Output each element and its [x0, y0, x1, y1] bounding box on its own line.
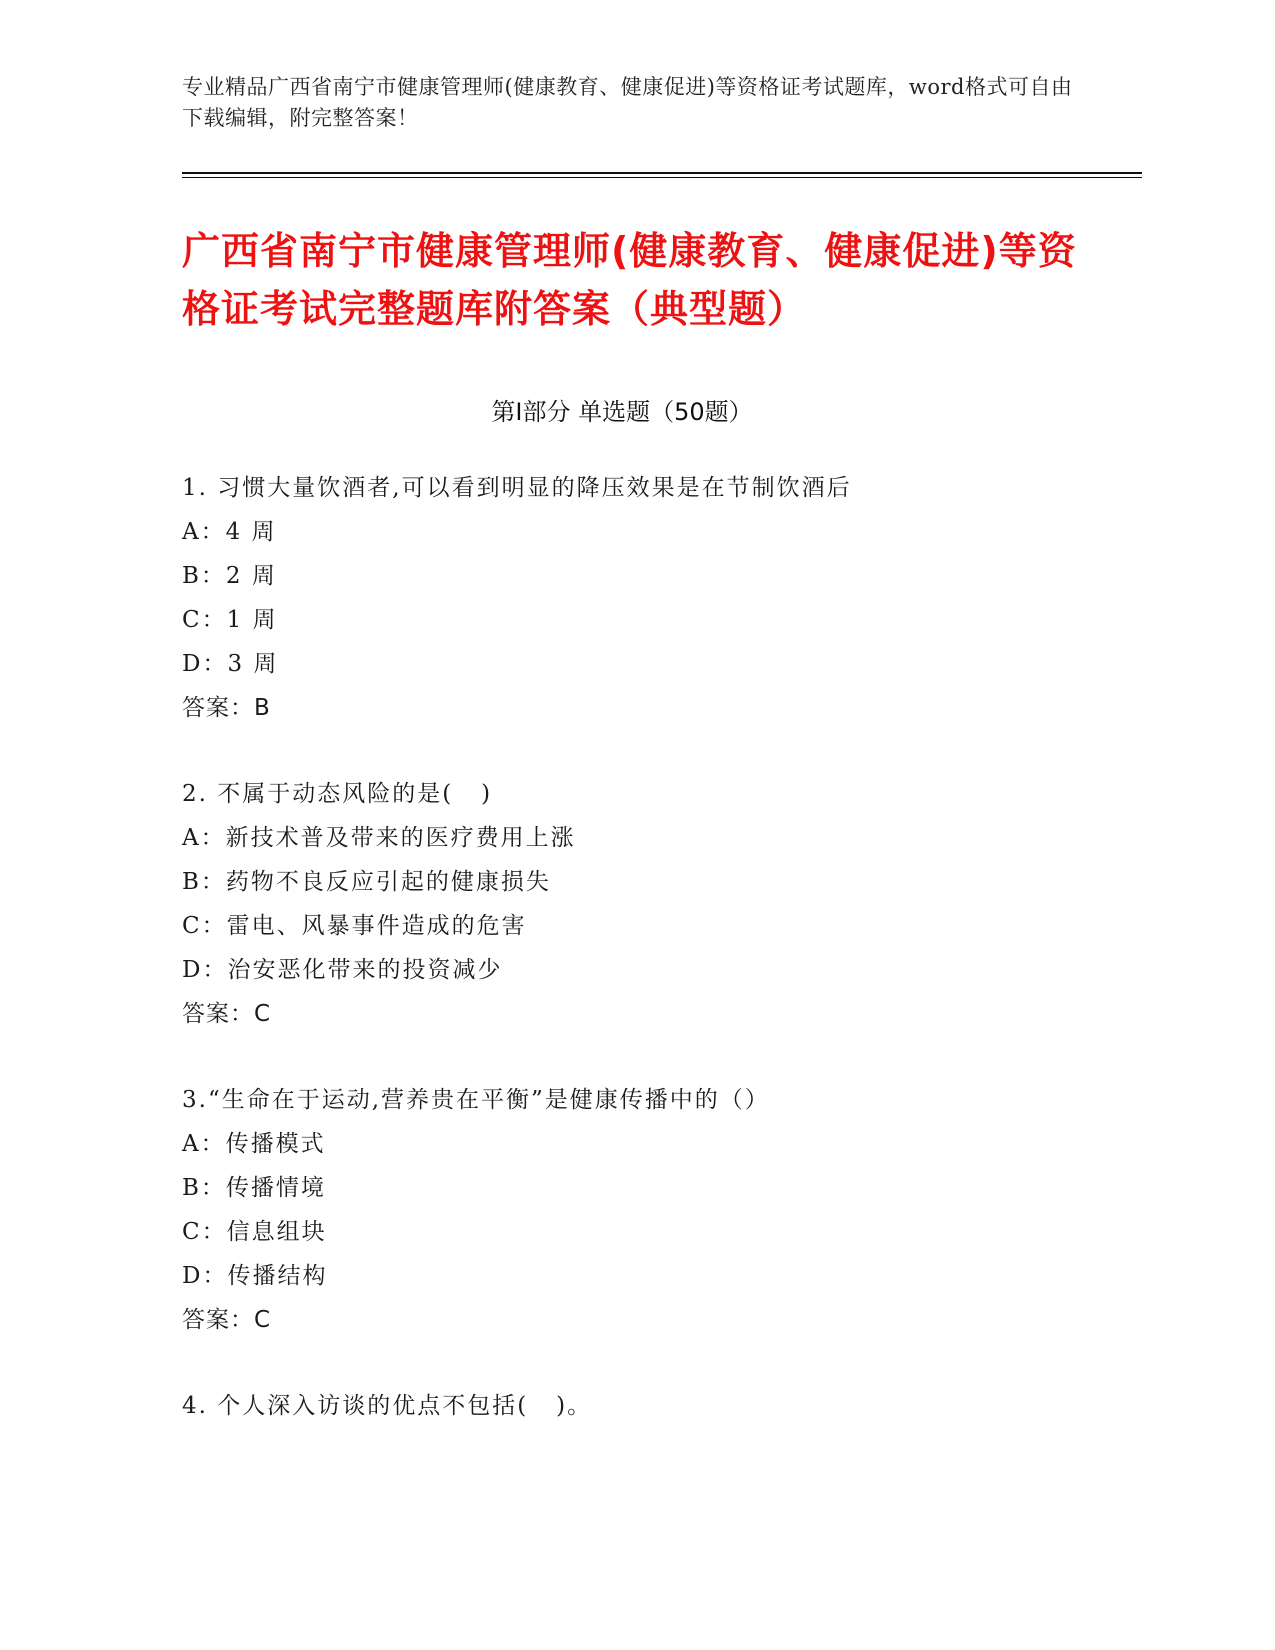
header-divider-thin — [182, 177, 1142, 178]
section-title: 第Ⅰ部分 单选题（50题） — [491, 398, 753, 426]
option-c: C：1 周 — [182, 607, 278, 633]
header-divider-thick — [182, 172, 1142, 174]
option-d: D：传播结构 — [182, 1263, 328, 1289]
option-c: C：雷电、风暴事件造成的危害 — [182, 913, 527, 939]
answer: 答案：C — [182, 1001, 272, 1027]
option-c: C：信息组块 — [182, 1219, 327, 1245]
question-stem: 2. 不属于动态风险的是( ) — [182, 781, 493, 807]
option-a: A：4 周 — [182, 519, 277, 545]
option-b: B：传播情境 — [182, 1175, 326, 1201]
option-d: D：治安恶化带来的投资减少 — [182, 957, 503, 983]
document-page — [182, 72, 1142, 1470]
answer: 答案：C — [182, 1307, 272, 1333]
question-stem: 4. 个人深入访谈的优点不包括( )。 — [182, 1393, 593, 1419]
header-note: 专业精品广西省南宁市健康管理师(健康教育、健康促进)等资格证考试题库，word格式可自由下载编辑，附完整答案！ — [182, 75, 1073, 130]
option-a: A：新技术普及带来的医疗费用上涨 — [182, 825, 576, 851]
option-a: A：传播模式 — [182, 1131, 326, 1157]
question-stem: 1. 习惯大量饮酒者,可以看到明显的降压效果是在节制饮酒后 — [182, 475, 852, 501]
option-b: B：药物不良反应引起的健康损失 — [182, 869, 551, 895]
question-stem: 3.“生命在于运动,营养贵在平衡”是健康传播中的（） — [182, 1087, 770, 1113]
question-1 — [182, 466, 1142, 730]
document-title: 广西省南宁市健康管理师(健康教育、健康促进)等资格证考试完整题库附答案（典型题） — [182, 229, 1077, 331]
answer: 答案：B — [182, 695, 271, 721]
question-3 — [182, 1078, 1142, 1342]
question-list — [182, 466, 1142, 1428]
option-b: B：2 周 — [182, 563, 277, 589]
option-d: D：3 周 — [182, 651, 279, 677]
question-4 — [182, 1384, 1142, 1428]
question-2 — [182, 772, 1142, 1036]
